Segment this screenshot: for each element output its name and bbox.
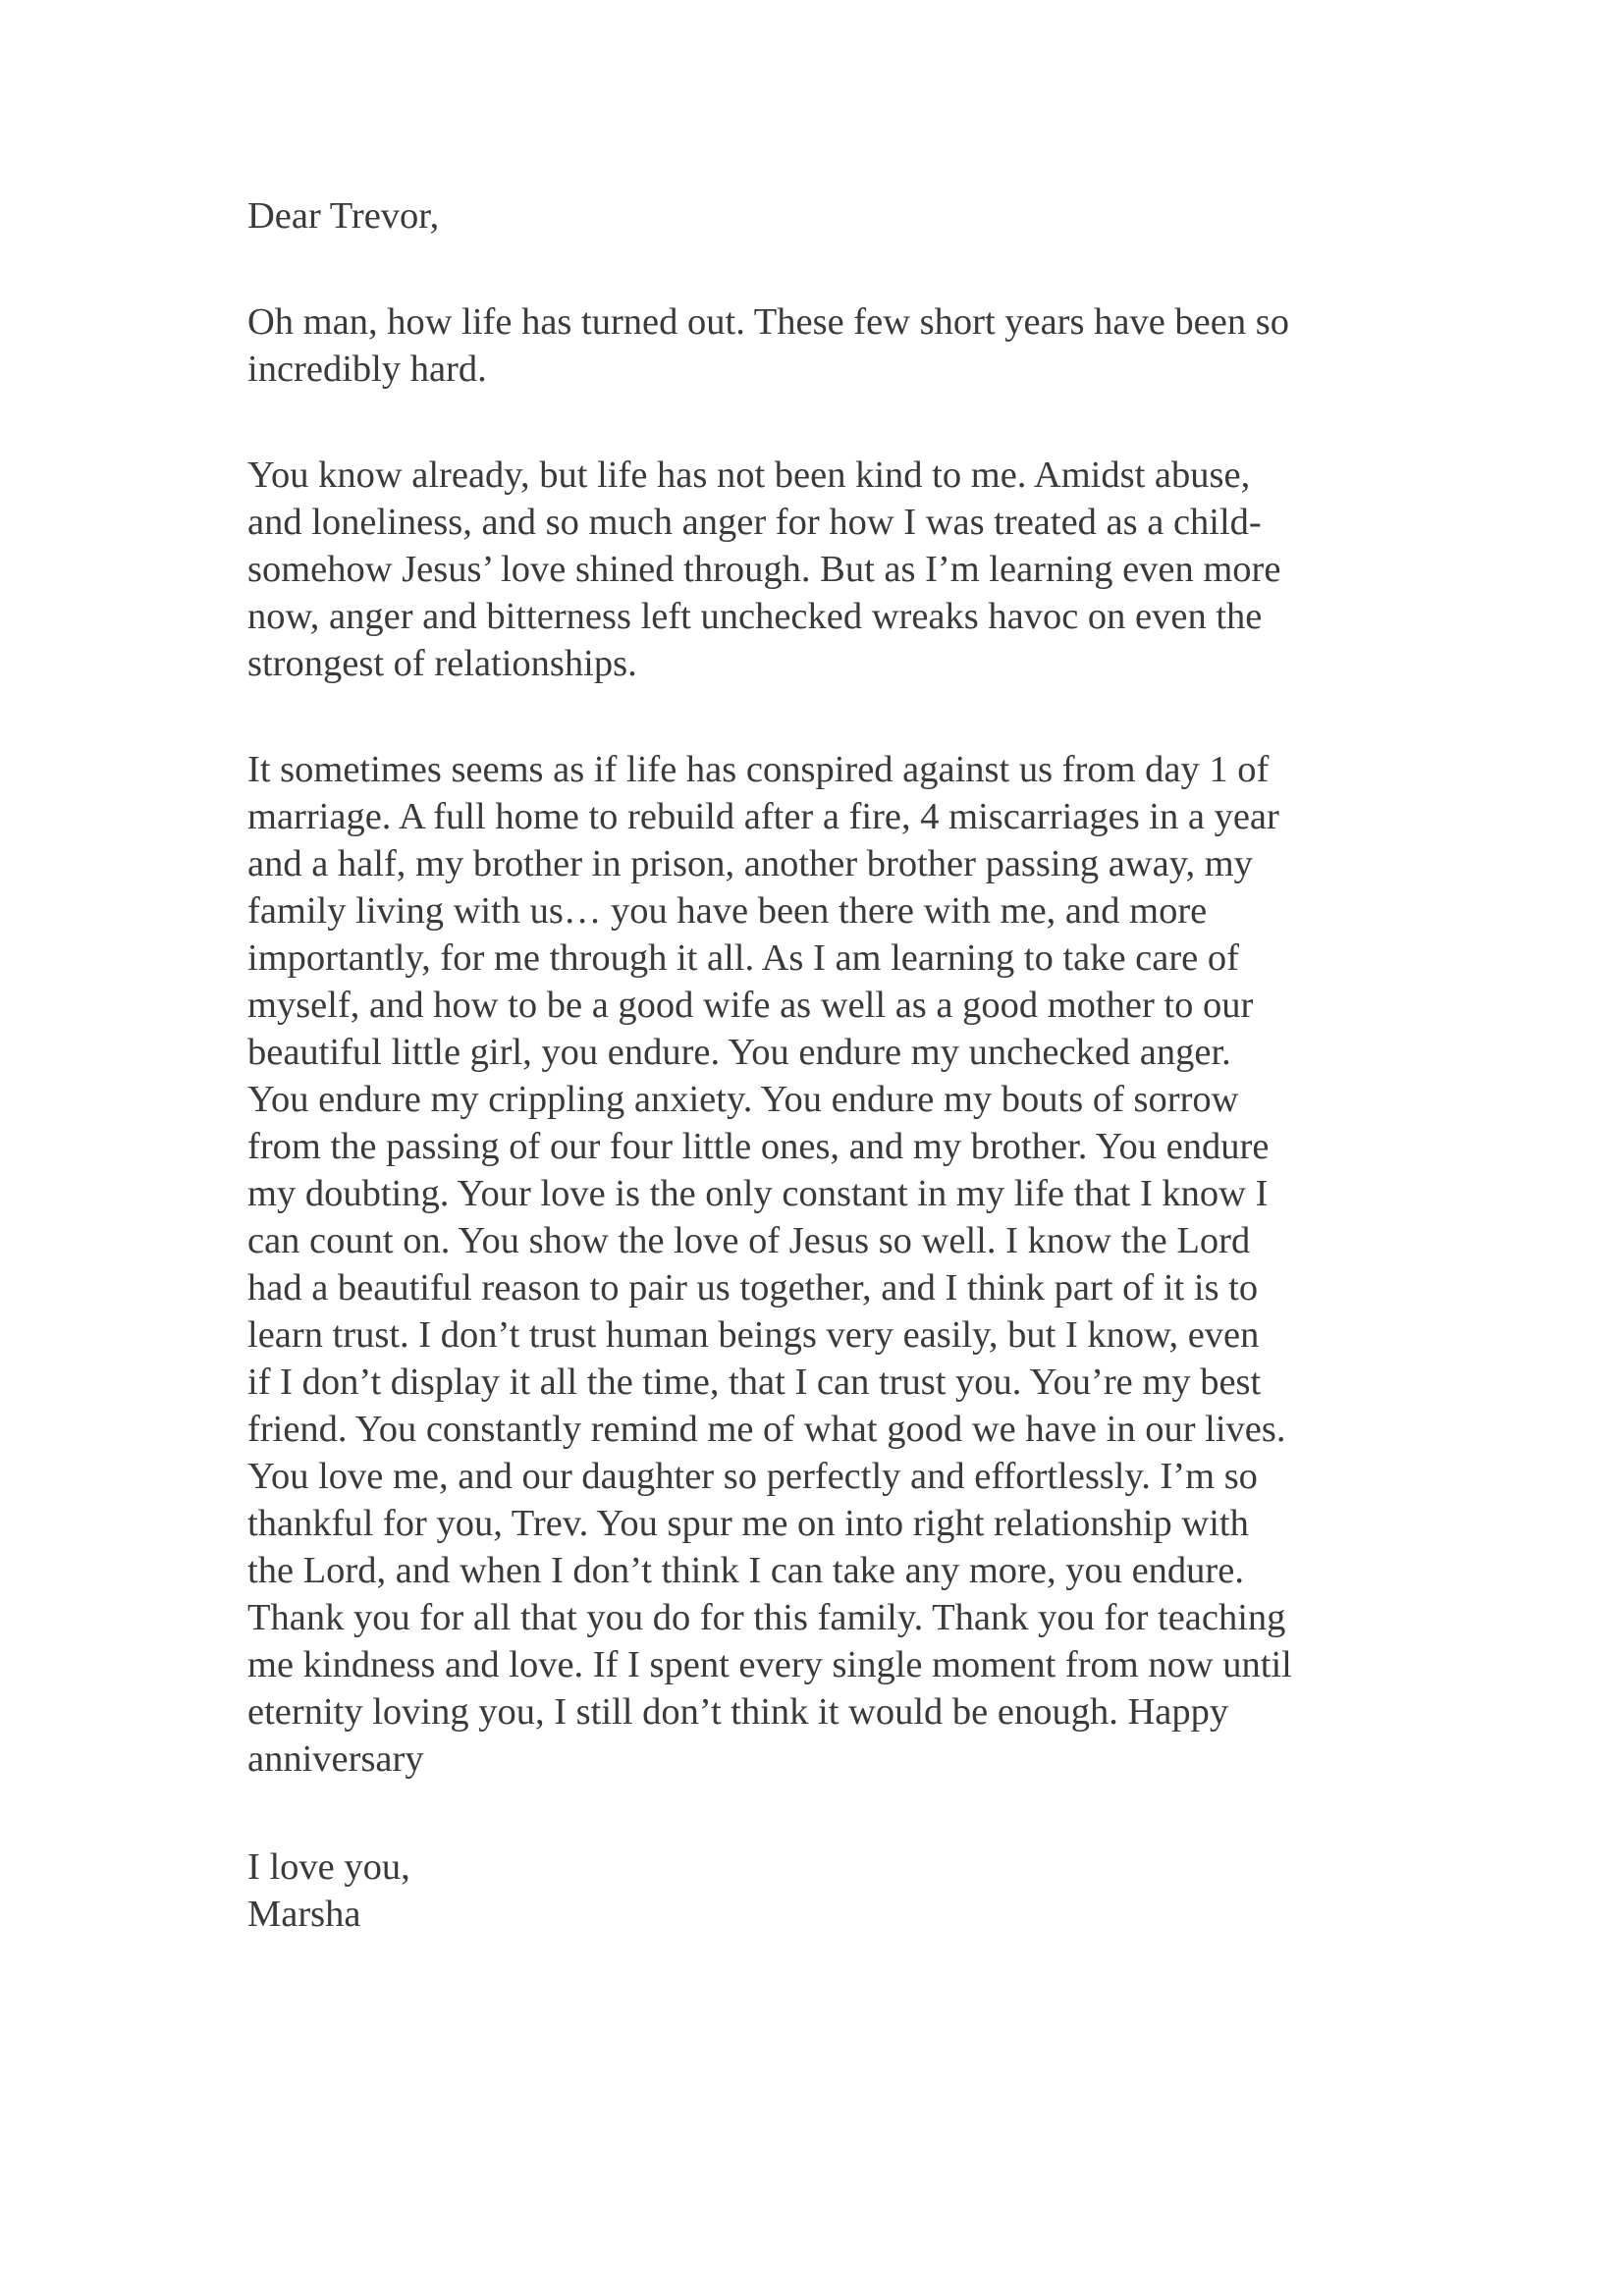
paragraph-line: anniversary — [247, 1738, 424, 1780]
paragraph-line: and a half, my brother in prison, another brother passing away, my — [247, 843, 1253, 884]
paragraph-line: somehow Jesus’ love shined through. But as I’m learning even more — [247, 549, 1281, 590]
paragraph-1 — [247, 298, 1396, 393]
paragraph-line: if I don’t display it all the time, that I can trust you. You’re my best — [247, 1362, 1262, 1403]
paragraph-spacer — [247, 687, 1396, 746]
closing-line: I love you, — [247, 1846, 410, 1888]
signature-name: Marsha — [247, 1894, 361, 1935]
paragraph-line: It sometimes seems as if life has conspired against us from day 1 of — [247, 749, 1270, 790]
paragraph-line: incredibly hard. — [247, 348, 487, 390]
paragraph-line: beautiful little girl, you endure. You endure my unchecked anger. — [247, 1032, 1231, 1073]
paragraph-line: me kindness and love. If I spent every single moment from now until — [247, 1644, 1292, 1685]
paragraph-line: Thank you for all that you do for this family. Thank you for teaching — [247, 1597, 1286, 1638]
sign-off — [247, 1843, 1396, 1938]
paragraph-line: friend. You constantly remind me of what good we have in our lives. — [247, 1409, 1286, 1450]
paragraph-line: myself, and how to be a good wife as well as a good mother to our — [247, 985, 1254, 1026]
greeting — [247, 192, 1396, 240]
paragraph-line: had a beautiful reason to pair us together, and I think part of it is to — [247, 1267, 1259, 1308]
paragraph-3 — [247, 746, 1396, 1783]
paragraph-spacer — [247, 393, 1396, 452]
paragraph-line: from the passing of our four little ones, and my brother. You endure — [247, 1126, 1270, 1167]
paragraph-line: thankful for you, Trev. You spur me on into right relationship with — [247, 1503, 1249, 1544]
paragraph-line: You know already, but life has not been kind to me. Amidst abuse, — [247, 454, 1251, 496]
paragraph-line: You endure my crippling anxiety. You endure my bouts of sorrow — [247, 1079, 1239, 1120]
paragraph-spacer — [247, 240, 1396, 298]
paragraph-line: strongest of relationships. — [247, 643, 637, 684]
paragraph-line: eternity loving you, I still don’t think it would be enough. Happy — [247, 1691, 1229, 1733]
paragraph-line: family living with us… you have been there with me, and more — [247, 890, 1208, 932]
paragraph-line: marriage. A full home to rebuild after a fire, 4 miscarriages in a year — [247, 796, 1279, 837]
greeting-line: Dear Trevor, — [247, 195, 440, 237]
paragraph-spacer — [247, 1783, 1396, 1843]
paragraph-line: Oh man, how life has turned out. These few short years have been so — [247, 301, 1289, 343]
paragraph-line: now, anger and bitterness left unchecked wreaks havoc on even the — [247, 596, 1263, 637]
paragraph-line: my doubting. Your love is the only constant in my life that I know I — [247, 1173, 1269, 1214]
paragraph-line: and loneliness, and so much anger for how I was treated as a child- — [247, 502, 1262, 543]
paragraph-2 — [247, 452, 1396, 687]
letter-body — [247, 192, 1396, 1938]
paragraph-line: can count on. You show the love of Jesus so well. I know the Lord — [247, 1220, 1251, 1261]
paragraph-line: You love me, and our daughter so perfectly and effortlessly. I’m so — [247, 1456, 1258, 1497]
paragraph-line: learn trust. I don’t trust human beings very easily, but I know, even — [247, 1314, 1260, 1356]
paragraph-line: importantly, for me through it all. As I am learning to take care of — [247, 937, 1239, 979]
paragraph-line: the Lord, and when I don’t think I can take any more, you endure. — [247, 1550, 1244, 1591]
